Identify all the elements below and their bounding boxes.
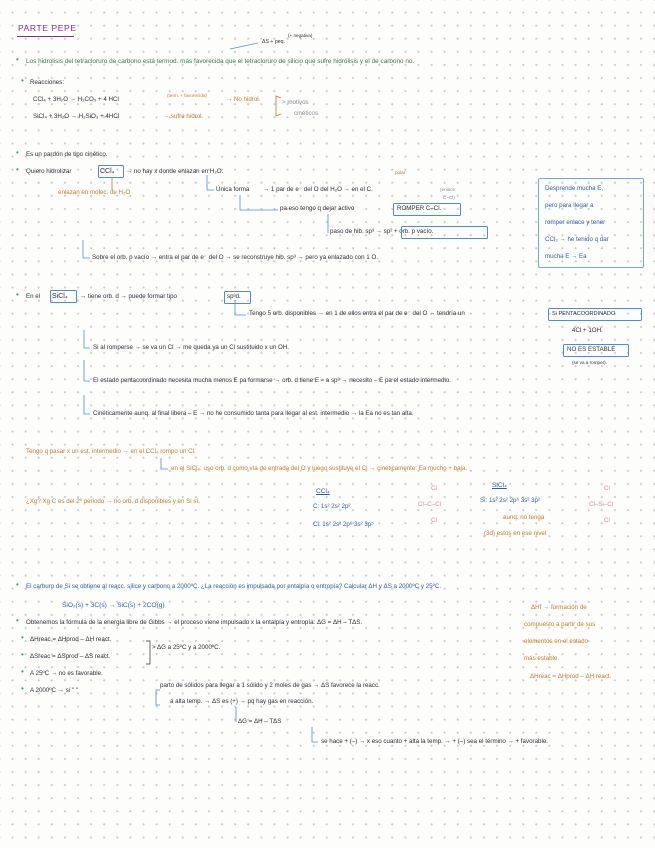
romper-box [393, 203, 461, 216]
s5-lw1: Cl [431, 485, 437, 492]
s5-cconf: C: 1s² 2s² 2p² [313, 503, 351, 510]
s6-p2: a alta temp. → ΔS es (+) → pq hay gas en reacción. [170, 698, 314, 705]
s1-r2: SiCl₄ + 3H₂O → H₂SiO₃ + 4HCl [33, 113, 120, 120]
s4-l1: Tengo q pasar x un est. intermedio → en el CCl₄ rompo un Cl. [26, 448, 196, 455]
s5-lw-si3: Cl [604, 517, 610, 524]
s5-n1: aunq. no tenga [503, 514, 545, 521]
s1-r1-note: (term. + favorecida) [167, 93, 207, 98]
s3-l1b: SiCl₄ [52, 293, 68, 300]
s3-l2b: Si PENTACOORDINADO [552, 311, 616, 317]
s6-b1: ΔHreac = ΔHprod – ΔH react. [30, 636, 112, 643]
s3-l1c: → tiene orb. d → puede formar tipo [80, 293, 177, 300]
bullet-dot: • [21, 650, 24, 659]
s3-l2: Tengo 5 orb. disponibles → en 1 de ellos entra el par de e⁻ del O → tendría un [249, 310, 465, 317]
s2-l3a: Única forma [216, 186, 250, 193]
title-underline [17, 36, 74, 37]
s1-line1: Los hidrolisis del tetracloruro de carbono está termod. más favorecida que el tetracloruro de silicio que sufre hidrólisis y el de carbono no. [26, 58, 415, 65]
s2-l2c: → no hay x donde enlazan en H₂O. [126, 168, 224, 175]
s6-b2: ΔSreac = ΔSprod – ΔS react. [30, 653, 111, 660]
s6-r3: elementos en el estado [524, 638, 588, 645]
s3-l1d: sp³d. [227, 293, 241, 300]
s6-p4: se hace + (–) → x eso cuanto + alta la temp. → + (–) sea el término → + favorable. [321, 738, 548, 745]
s6-b3: A 25ºC → no es favorable. [30, 670, 103, 677]
sicl4-box [50, 290, 77, 303]
s2-side5: mucha E → Ea [545, 253, 587, 260]
s3-l1a: En el [26, 293, 41, 300]
s2-side4: CCl₃ → he tenido q dar [545, 236, 609, 243]
s3-l3c: (se va a romper). [572, 360, 607, 365]
s2-l2a: Quiero hidrolizar [26, 168, 72, 175]
s2-side3: romper enlace y tener [545, 219, 606, 226]
s2-l3d: C–Cl) [443, 195, 455, 200]
s3-l3a: 4Cl + 1OH. [572, 327, 603, 334]
s1-motivos: > motivos [282, 99, 309, 106]
s1-note-up2: (+ negativa) [288, 33, 313, 38]
s2-l4: pa eso tengo q dejar activo [280, 205, 355, 212]
bullet-dot: • [16, 165, 19, 174]
s6-l1: El carburo de Si se obtiene al reacc. sílice y carbono a 2000ºC. ¿La reacción es impulsada por entalpía o entropía? Calcular ΔH y ΔS a 2000ºC y 25ºC. [26, 583, 442, 590]
s5-q: ¿Xg? Xg C es del 2º periodo → no orb. d disponibles y en Si sí. [26, 498, 200, 505]
s2-l5a: paso de hib. sp³ → sp² + orb. p vacío. [330, 228, 434, 235]
s2-l3c: (enlace [440, 187, 456, 192]
sp3d-box [224, 291, 251, 304]
s2-l2d: enlazan en molec. de H₂O [58, 189, 131, 196]
s2-l1: Es un pardón de tipo cinético. [26, 151, 108, 158]
no-estable-box [563, 344, 629, 357]
pentacoord-box [548, 308, 642, 321]
bullet-dot: • [21, 684, 24, 693]
bullet-dot: • [16, 290, 19, 299]
s1-r2-end: → sufre hidrol. [163, 113, 204, 120]
s6-r4: más estable. [524, 655, 560, 662]
s6-p3: ΔG = ΔH – TΔS [238, 718, 282, 725]
s5-siconf: Si: 1s² 2s² 2p⁶ 3s² 3p² [480, 497, 540, 504]
s1-r1-end: → No hidrol. [226, 96, 261, 103]
s2-l6: Sobre el orb. p vacío → entra el par de e⁻ del O → se reconstruye hib. sp³ → pero ya enlazado con 1 O. [92, 254, 378, 261]
orb-p-box [401, 226, 488, 239]
s2-l2b: CCl₄ [100, 168, 115, 175]
s2-side2: pero para llegar a [545, 202, 594, 209]
s6-r5: ΔHreac = ΔHprod – ΔH react. [530, 673, 612, 680]
s6-r1: ΔHf → formación de [531, 604, 587, 611]
s1-note-up: ΔS + peq. [262, 39, 285, 45]
s5-ccl4: CCl₄ [316, 488, 330, 495]
s2-l4b: ROMPER C–Cl. [397, 205, 442, 212]
s1-r1: CCl₄ + 3H₂O → H₂CO₃ + 4 HCl [33, 96, 119, 103]
s4-l2: en el SiCl₄: uso orb. d como vía de entrada del O y luego sustituye el Cl → cinéticamente: Ea mucho + baja. [171, 465, 468, 472]
s5-lw4: Cl–Si–Cl [589, 501, 614, 508]
s5-sicl4: SiCl₄ [492, 482, 507, 489]
bullet-dot: • [16, 55, 19, 64]
s6-brace: > ΔG a 25ºC y a 2000ºC. [152, 644, 221, 651]
s6-eq: SiO₂(s) + 3C(s) → SiC(s) + 2CO(g) [62, 602, 165, 609]
s5-lw-si1: Cl [604, 485, 610, 492]
s6-r2: compuesto a partir de sus [524, 621, 596, 628]
s2-l3b: → 1 par de e⁻ del O del H₂O → en el C. [263, 186, 373, 193]
s2-l3e: polar [395, 170, 406, 175]
bullet-dot: • [16, 148, 19, 157]
s3-l5: El estado pentacoordinado necesita mucha menos E pa formarse → orb. d tiene E ≈ a sp³ → necesito – E pa el estado intermedio. [93, 377, 452, 384]
s5-n2: (3d) estos en ese nivel [484, 530, 547, 537]
s1-reacciones: Reacciones: [30, 79, 65, 86]
bullet-dot: • [16, 616, 19, 625]
s6-b4: A 2000ºC → sí " " [30, 687, 79, 694]
page-title: PARTE PEPE [18, 23, 77, 33]
s3-l4: Si al romperse → se va un Cl → me queda ya un Cl sustituido x un OH. [93, 344, 290, 351]
s3-l6: Cinéticamente aunq. al final libera – E → no he consumido tanta para llegar al est. intermedio → la Ea no es tan alta. [93, 410, 414, 417]
s1-cineticos: cinéticos [294, 110, 319, 117]
s5-clconf: Cl: 1s² 2s² 2p⁶ 3s² 3p⁵ [313, 521, 374, 528]
bullet-dot: • [21, 667, 24, 676]
bullet-dot: • [21, 76, 24, 85]
s5-lw2: Cl–C–Cl [418, 501, 442, 508]
s6-l2: Obtenemos la fórmula de la energía libre de Gibbs → el proceso viene impulsado x la entalpía y entropía: ΔG = ΔH – TΔS. [26, 619, 363, 626]
bullet-dot: • [21, 633, 24, 642]
s6-p1: parto de sólidos para llegar a 1 sólido y 2 moles de gas → ΔS favorece la reacc. [160, 682, 380, 689]
s3-l3b: NO ES ESTABLE [567, 346, 616, 353]
s2-side1: Desprende mucha E, [545, 185, 604, 192]
s5-lw3: Cl [431, 517, 437, 524]
bullet-dot: • [16, 580, 19, 589]
ccl4-box [98, 165, 124, 178]
